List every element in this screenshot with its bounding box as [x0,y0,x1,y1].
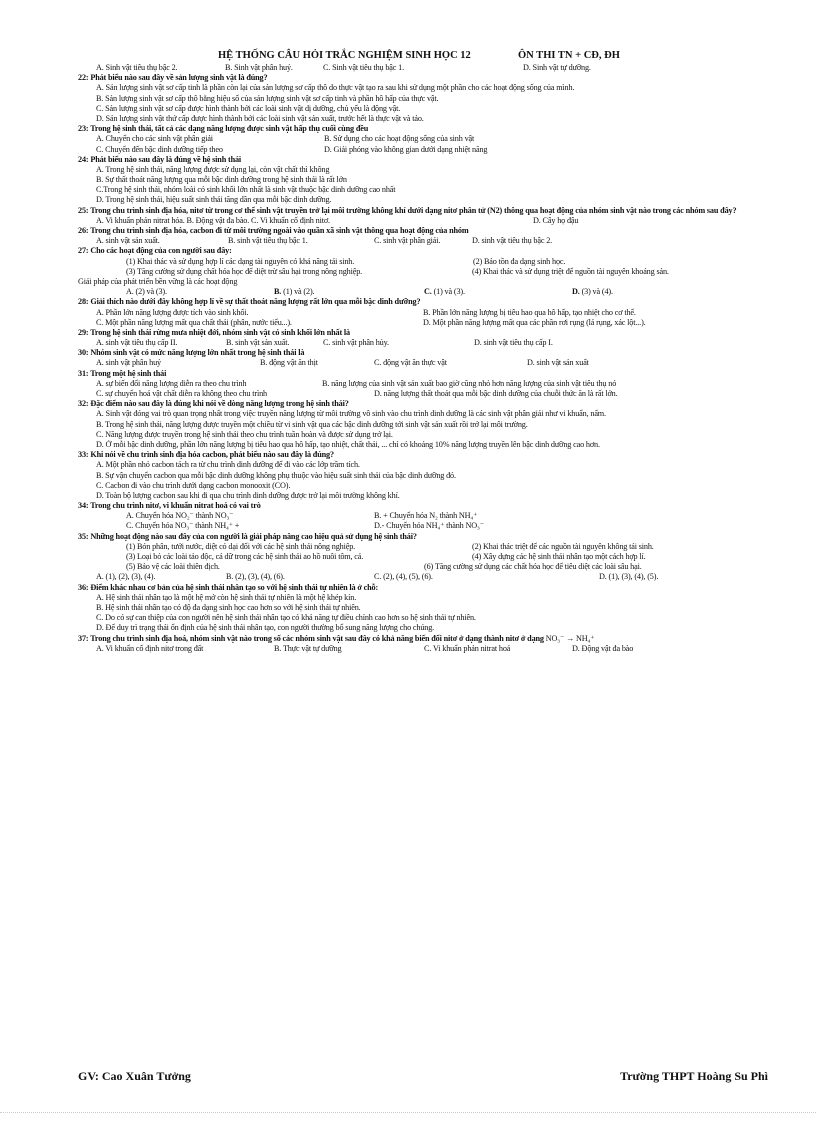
answer-d: D. Để duy trì trạng thái ổn định của hệ sinh thái nhân tạo, con người thường bổ sung năng lượng cho chúng. [96,623,435,633]
question-28: 28: Giải thích nào dưới đây không hợp lí về sự thất thoát năng lượng rất lớn qua mỗi bậc dinh dưỡng? [78,297,421,307]
answer-c [424,287,465,297]
statement-2: (2) Bảo tồn đa dạng sinh học. [473,256,566,266]
answer-d: D. (1), (3), (4), (5). [599,572,659,582]
answer-c: C. Một phần năng lượng mất qua chất thải (phân, nước tiểu...). [96,317,292,327]
answer-c: C. Năng lượng được truyền trong hệ sinh thái theo chu trình tuần hoàn và được sử dụng trở lại. [96,429,393,439]
answer-d: D. Một phần năng lượng mất qua các phần rơi rụng (lá rụng, xác lột...). [423,317,646,327]
answer-d-text: (3) và (4). [579,287,613,297]
answer-a: A. sinh vật tiêu thụ cấp II. [96,338,178,348]
answer-b: B. Trong hệ sinh thái, năng lượng được truyền một chiều từ vi sinh vật qua các bậc dinh dưỡng tới sinh vật sản xuất rồi trở lại môi trường. [96,419,528,429]
page-footer [78,1069,768,1085]
answer-row [78,308,778,318]
answer-c: C. động vật ăn thực vật [374,358,447,368]
answer-c-text: (1) và (3). [431,287,465,297]
school-name: Trường THPT Hoàng Su Phì [620,1069,768,1083]
answer-d: D. Trong hệ sinh thái, hiệu suất sinh thái tăng dần qua mỗi bậc dinh dưỡng. [96,195,332,205]
answer-b: B. + Chuyển hóa N₂ thành NH₄⁺ [374,511,478,521]
answer-a: A. sinh vật sản xuất. [96,236,160,246]
page-header [0,50,816,64]
statement-3: (3) Loại bỏ các loài tảo độc, cá dữ trong các hệ sinh thái ao hồ nuôi tôm, cá. [126,552,364,562]
answer-b: B. Sinh vật phân huỷ. [225,63,293,72]
statement-1: (1) Bón phân, tưới nước, diệt cỏ dại đối với các hệ sinh thái nông nghiệp. [126,541,356,551]
answer-b [274,287,314,297]
question-27-prompt: Giải pháp của phát triển bền vững là các hoạt động [78,276,238,286]
question-27: 27: Cho các hoạt động của con người sau đây: [78,246,232,256]
answer-a: A. (2) và (3). [126,287,167,297]
answer-b: B. Phần lớn năng lượng bị tiêu hao qua hô hấp, tạo nhiệt cho cơ thể. [423,307,636,317]
answer-d: D. sinh vật sản xuất [527,358,589,368]
statement-6: (6) Tăng cường sử dụng các chất hóa học để tiêu diệt các loài sâu hại. [424,562,642,572]
question-34: 34: Trong chu trình nitơ, vi khuẩn nitrat hoá có vai trò [78,501,261,511]
answer-d: D. sinh vật tiêu thụ cấp I. [474,338,553,348]
teacher-name: GV: Cao Xuân Tưởng [78,1069,191,1083]
answer-a: A. Hệ sinh thái nhân tạo là một hệ mở còn hệ sinh thái tự nhiên là một hệ khép kín. [96,592,357,602]
answer-b: B. năng lượng của sinh vật sản xuất bao giờ cũng nhỏ hơn năng lượng của sinh vật tiêu thụ nó [322,378,617,388]
answer-d: D. Động vật đa bào [572,643,634,653]
answer-c: C. (2), (4), (5), (6). [374,572,433,582]
answer-b: B. (2), (3), (4), (6). [226,572,285,582]
statement-row [78,552,778,562]
question-24: 24: Phát biểu nào sau đây là đúng về hệ sinh thái [78,154,242,164]
answer-d: D. năng lượng thất thoát qua mỗi bậc dinh dưỡng của chuỗi thức ăn là rất lớn. [374,389,618,399]
answer-d: D. sinh vật tiêu thụ bậc 2. [472,236,553,246]
statement-row [78,267,778,277]
answer-row [78,644,778,654]
answer-row [78,134,778,144]
answer-row [78,236,778,246]
answer-row [78,338,778,348]
answer-c: C. Chuyển hóa NO₃⁻ thành NH₄⁺ + [126,521,240,531]
answer-b: B. sinh vật sản xuất. [226,338,290,348]
statement-2: (2) Khai thác triệt để các nguồn tài nguyên không tái sinh. [472,541,654,551]
answer-row [78,379,778,389]
answer-row [78,287,778,297]
answer-a: A. Phần lớn năng lượng được tích vào sinh khối. [96,307,249,317]
answer-b: B. Thực vật tự dưỡng [274,643,342,653]
answer-a: A. Trong hệ sinh thái, năng lượng được sử dụng lại, còn vật chất thì không [96,164,330,174]
question-29: 29: Trong hệ sinh thái rừng mưa nhiệt đới, nhóm sinh vật có sinh khối lớn nhất là [78,327,351,337]
answer-row [78,521,778,531]
answer-row [78,145,778,155]
answer-row [78,63,778,73]
answer-a: A. sinh vật phân huỷ [96,358,161,368]
answer-d-label: D. [572,287,580,297]
header-title: HỆ THỐNG CÂU HỎI TRẮC NGHIỆM SINH HỌC 12 [218,50,471,61]
answer-d [572,287,613,297]
answer-d: D.- Chuyển hóa NH₄⁺ thành NO₃⁻ [374,521,484,531]
question-22: 22: Phát biểu nào sau đây về sản lượng sinh vật là đúng? [78,73,268,83]
answer-b: B. sinh vật tiêu thụ bậc 1. [228,236,308,246]
answer-a: A. (1), (2), (3), (4). [96,572,156,582]
answer-a: A. Sinh vật đóng vai trò quan trọng nhất trong việc truyền năng lượng từ môi trường vô sinh vào chu trình dinh dưỡng là các sinh vật phân giải như vi khuẩn, nấm. [96,409,606,419]
answer-row [78,318,778,328]
question-37-text: 37: Trong chu trình sinh địa hoá, nhóm sinh vật nào trong số các nhóm sinh vật sau đây có khả năng biến đổi nitơ ở dạng thành nitơ ở dạng [78,633,544,643]
answer-row [78,572,778,582]
answer-a: A. Chuyển cho các sinh vật phân giải [96,134,213,144]
page-bottom-divider [0,1112,816,1113]
answer-c: C. Chuyển đến bậc dinh dưỡng tiếp theo [96,144,223,154]
answer-row [78,358,778,368]
statement-row [78,562,778,572]
statement-1: (1) Khai thác và sử dụng hợp lí các dạng tài nguyên có khả năng tái sinh. [126,256,355,266]
answer-a: A. Vi khuẩn cố định nitơ trong đất [96,643,204,653]
question-36: 36: Điểm khác nhau cơ bản của hệ sinh thái nhân tạo so với hệ sinh thái tự nhiên là ở chỗ: [78,582,379,592]
answer-c: C. Sinh vật tiêu thụ bậc 1. [323,63,404,72]
answer-a: A. Một phần nhỏ cacbon tách ra từ chu trình dinh dưỡng để đi vào các lớp trầm tích. [96,460,360,470]
answer-c: C. Cacbon đi vào chu trình dưới dạng cacbon monooxit (CO). [96,480,291,490]
answer-d: D. Sản lượng sinh vật thứ cấp được hình thành bởi các loài sinh vật sản xuất, trước hết là thực vật và tảo. [96,113,424,123]
question-25: 25: Trong chu trình sinh địa hóa, nitơ từ trong cơ thể sinh vật truyền trở lại môi trường không khí dưới dạng nitơ phân tử (N2) thông qua hoạt động của nhóm sinh vật nào trong các nhóm sau đây? [78,205,737,215]
answer-a: A. Sản lượng sinh vật sơ cấp tinh là phần còn lại của sản lượng sơ cấp thô do thực vật tạo ra sau khi sử dụng một phần cho các hoạt động sống của mình. [96,83,575,93]
answer-b-text: (1) và (2). [281,287,315,297]
answer-c: C. Vi khuẩn phản nitrat hoá [424,643,511,653]
question-list [78,63,778,654]
answer-b: B. Hệ sinh thái nhân tạo có độ đa dạng sinh học cao hơn so với hệ sinh thái tự nhiên. [96,602,361,612]
statement-row [78,542,778,552]
question-35: 35: Những hoạt động nào sau đây của con người là giải pháp nâng cao hiệu quả sử dụng hệ sinh thái? [78,531,417,541]
answer-row [78,511,778,521]
answer-d: D. Cây họ đậu [533,215,579,225]
question-30: 30: Nhóm sinh vật có mức năng lượng lớn nhất trong hệ sinh thái là [78,348,305,358]
answer-b: B. Sự vận chuyển cacbon qua mỗi bậc dinh dưỡng không phụ thuộc vào hiệu suất sinh thái của bậc dinh dưỡng đó. [96,470,456,480]
statement-3: (3) Tăng cường sử dụng chất hóa học để diệt trừ sâu hại trong nông nghiệp. [126,266,363,276]
question-37 [78,634,778,644]
answer-d: D. Ở mỗi bậc dinh dưỡng, phần lớn năng lượng bị tiêu hao qua hô hấp, tạo nhiệt, chất thải, ... chỉ có khoảng 10% năng lượng truyền lên bậc dinh dưỡng cao hơn. [96,439,600,449]
answer-c: C.Trong hệ sinh thái, nhóm loài có sinh khối lớn nhất là sinh vật thuộc bậc dinh dưỡng cao nhất [96,185,396,195]
answer-row [78,216,778,226]
answer-c-label: C. [424,287,432,297]
answer-row [78,389,778,399]
answer-a: A. Sinh vật tiêu thụ bậc 2. [96,63,178,72]
answer-a: A. Chuyển hóa NO₂⁻ thành NO₃⁻ [126,511,234,521]
answer-abc: A. Vi khuẩn phản nitrat hóa. B. Động vật đa bào. C. Vi khuẩn cố định nitơ. [96,215,330,225]
answer-b: B. động vật ăn thịt [260,358,318,368]
answer-a: A. sự biến đổi năng lượng diễn ra theo chu trình [96,378,247,388]
answer-d: D. Toàn bộ lượng cacbon sau khi đi qua chu trình dinh dưỡng được trở lại môi trường không khí. [96,490,400,500]
answer-b-label: B. [274,287,282,297]
header-right: ÔN THI TN + CĐ, ĐH [518,50,620,61]
statement-4: (4) Khai thác và sử dụng triệt để nguồn tài nguyên khoáng sản. [472,266,669,276]
statement-5: (5) Bảo vệ các loài thiên địch. [126,562,220,572]
answer-c: C. Sản lượng sinh vật sơ cấp được hình thành bởi các loài sinh vật dị dưỡng, chủ yếu là động vật. [96,103,401,113]
answer-b: B. Sự thất thoát năng lượng qua mỗi bậc dinh dưỡng trong hệ sinh thái là rất lớn [96,175,347,185]
answer-c: C. sinh vật phân hủy. [323,338,389,348]
answer-d: D. Sinh vật tự dưỡng. [523,63,591,72]
question-33: 33: Khi nói về chu trình sinh địa hóa cacbon, phát biểu nào sau đây là đúng? [78,450,334,460]
answer-b: B. Sử dụng cho các hoạt động sống của sinh vật [324,134,475,144]
answer-b: B. Sản lượng sinh vật sơ cấp thô bằng hiệu số của sản lượng sinh vật sơ cấp tinh và phần hô hấp của thực vật. [96,93,439,103]
question-37-formula: NO₃⁻ → NH₄⁺ [545,633,595,643]
statement-row [78,257,778,267]
statement-4: (4) Xây dựng các hệ sinh thái nhân tạo một cách hợp lí. [472,552,646,562]
answer-c: C. sự chuyển hoá vật chất diễn ra không theo chu trình [96,389,267,399]
question-31: 31: Trong một hệ sinh thái [78,368,167,378]
answer-c: C. Do có sự can thiệp của con người nên hệ sinh thái nhân tạo có khả năng tự điều chỉnh cao hơn so hệ sinh thái tự nhiên. [96,613,476,623]
answer-d: D. Giải phóng vào không gian dưới dạng nhiệt năng [324,144,488,154]
question-23: 23: Trong hệ sinh thái, tất cả các dạng năng lượng được sinh vật hấp thụ cuối cùng đều [78,124,369,134]
answer-c: C. sinh vật phân giải. [374,236,441,246]
question-32: 32: Đặc điểm nào sau đây là đúng khi nói về dòng năng lượng trong hệ sinh thái? [78,399,349,409]
question-26: 26: Trong chu trình sinh địa hóa, cacbon đi từ môi trường ngoài vào quần xã sinh vật thông qua hoạt động của nhóm [78,226,469,236]
